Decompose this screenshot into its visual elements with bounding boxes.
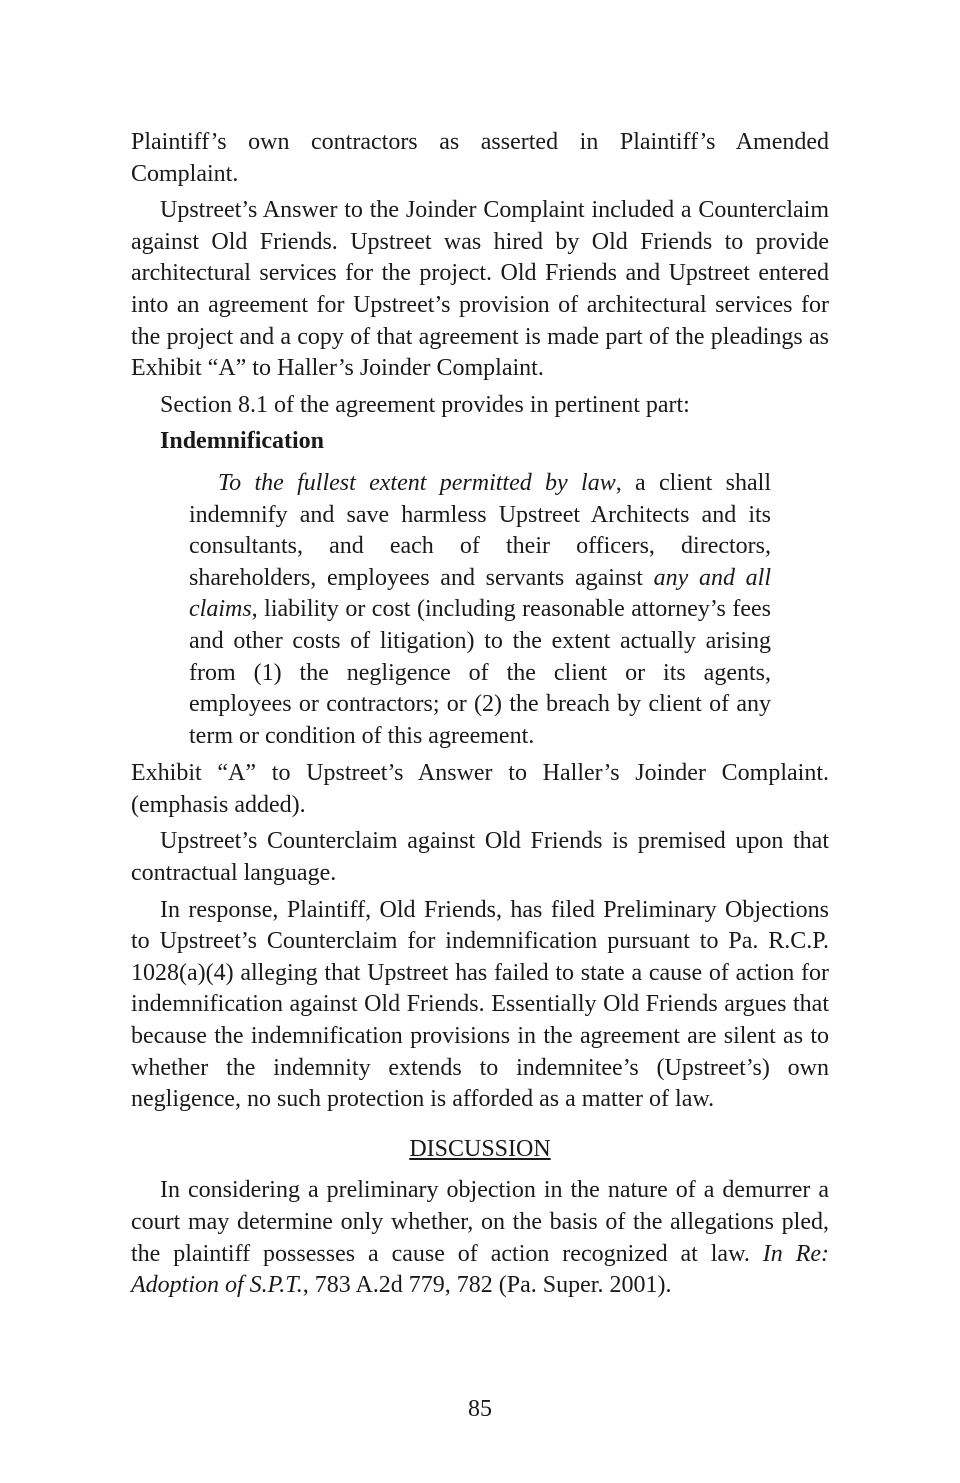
paragraph-premise: Upstreet’s Counterclaim against Old Friends is premised upon that contractual language.	[131, 828, 829, 887]
paragraph-counterclaim: Upstreet’s Answer to the Joinder Complaint included a Counterclaim against Old Friends. Upstreet was hired by Old Friends to provide architectural services for the project. Old Friends and Upstreet entered into an agreement for Upstreet’s provision of architectural services for the project and a copy of that agreement is made part of the pleadings as Exhibit “A” to Haller’s Joinder Complaint.	[131, 197, 829, 382]
demurrer-text: In considering a preliminary objection in the nature of a demurrer a court may determine only whether, on the basis of the allegations pled, the plaintiff possesses a cause of action recognized at law.	[131, 1177, 829, 1267]
quote-text-2: , liability or cost (including reasonable attorney’s fees and other costs of litigation) to the extent actually arising from (1) the negligence of the client or its agents, employees or contractors; or (2) the breach by client of any term or condition of this agreement.	[189, 596, 771, 749]
paragraph-demurrer	[131, 1175, 829, 1301]
quote-text-1: , a client shall indemnify and save harmless Upstreet Architects and its consultants, and each of their officers, directors, shareholders, employees and servants against	[189, 469, 771, 591]
paragraph-objections: In response, Plaintiff, Old Friends, has filed Preliminary Objections to Upstreet’s Counterclaim for indemnification pursuant to Pa. R.C.P. 1028(a)(4) alleging that Upstreet has failed to state a cause of action for indemnification against Old Friends. Essentially Old Friends argues that because the indemnification provisions in the agreement are silent as to whether the indemnity extends to indemnitee’s (Upstreet’s) own negligence, no such protection is afforded as a matter of law.	[131, 896, 829, 1113]
case-citation-italic: In Re: Adoption of S.P.T.	[131, 1240, 830, 1299]
discussion-heading: DISCUSSION	[409, 1135, 551, 1162]
indemnification-heading: Indemnification	[160, 428, 325, 455]
quote-italic-1: To the fullest extent permitted by law	[218, 469, 616, 496]
quote-italic-2: any and all claims	[189, 564, 771, 623]
page-number: 85	[468, 1396, 492, 1422]
paragraph-exhibit-citation: Exhibit “A” to Upstreet’s Answer to Haller’s Joinder Complaint. (emphasis added).	[131, 760, 829, 818]
paragraph-continuation: Plaintiff’s own contractors as asserted in Plaintiff’s Amended Complaint.	[131, 129, 829, 187]
paragraph-section-intro: Section 8.1 of the agreement provides in pertinent part:	[160, 391, 690, 418]
case-citation-rest: , 783 A.2d 779, 782 (Pa. Super. 2001).	[302, 1272, 672, 1299]
block-quote	[189, 468, 771, 752]
body-text	[131, 127, 829, 1302]
